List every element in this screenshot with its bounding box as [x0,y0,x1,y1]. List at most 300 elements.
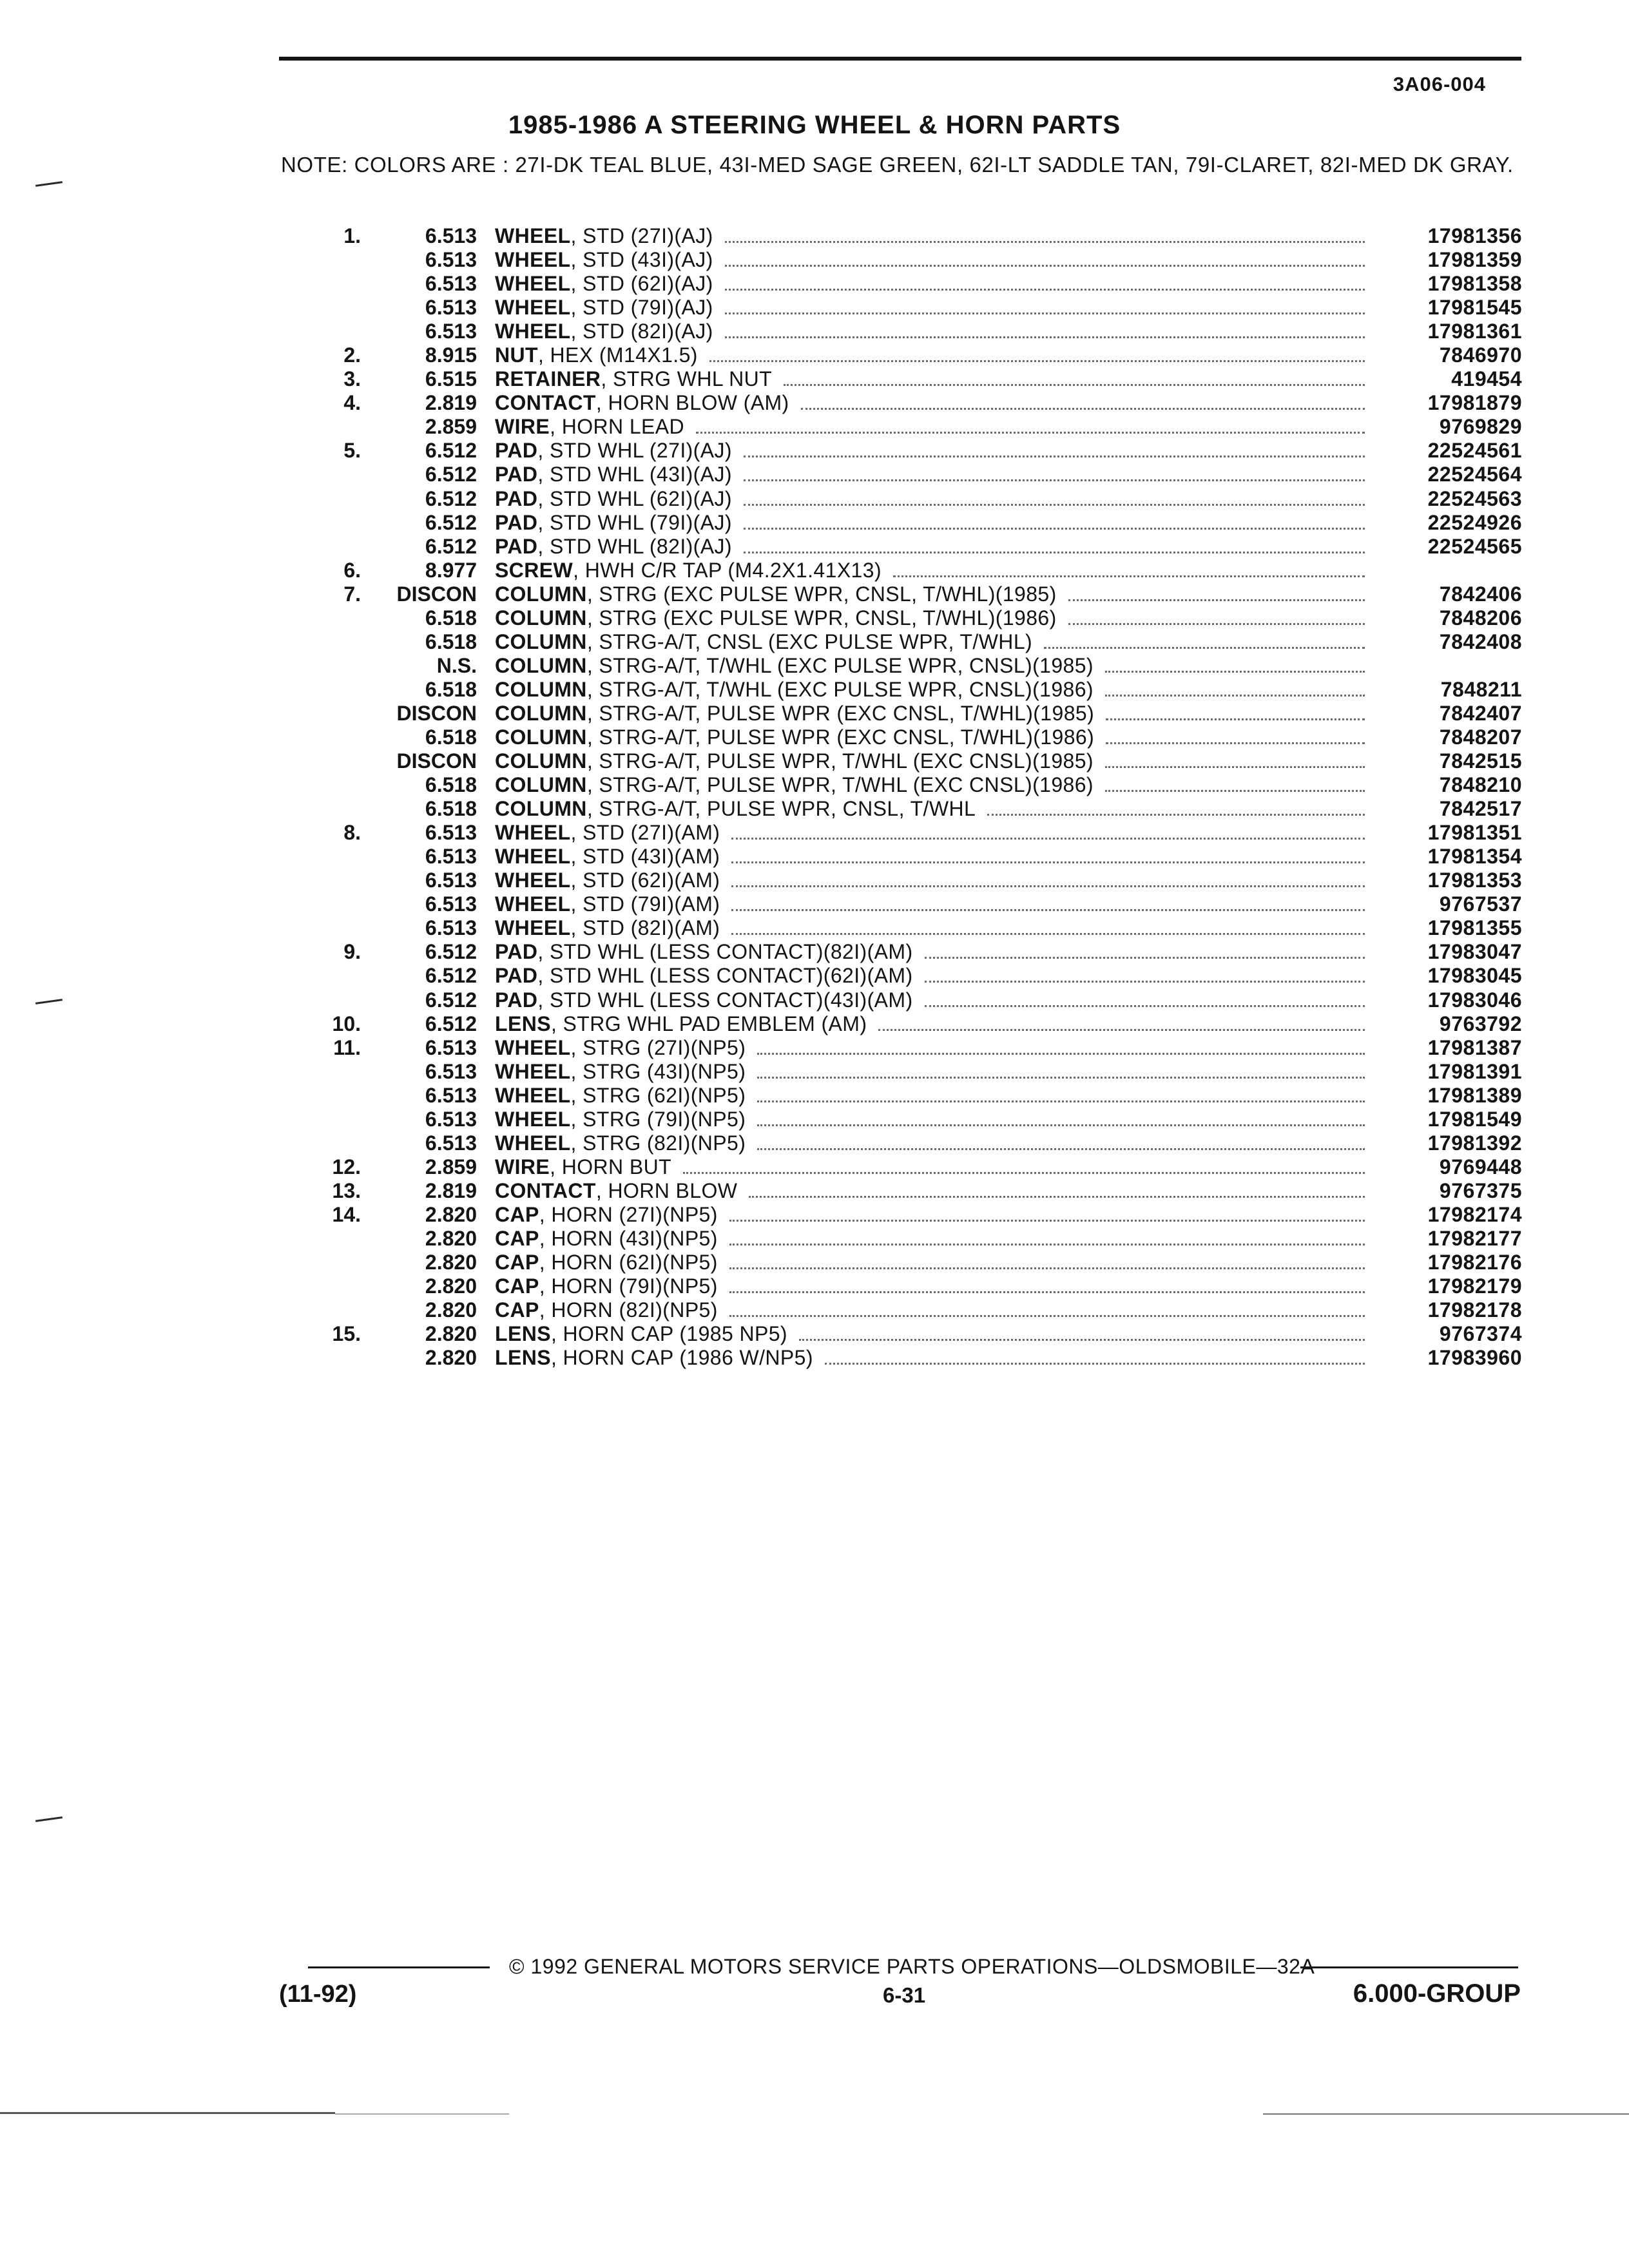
table-row [284,1155,1522,1179]
group-number: 2.820 [425,1226,477,1250]
group-number: 6.512 [425,486,477,510]
part-number: 17983960 [1427,1346,1522,1370]
part-detail: , STD WHL (62I)(AJ) [537,486,732,510]
part-detail: , STRG (43I)(NP5) [570,1059,746,1083]
part-description [495,678,1374,702]
part-number: 9769829 [1439,415,1522,439]
group-number: 2.859 [425,415,477,439]
part-detail: , STD (79I)(AJ) [570,296,713,320]
color-note: NOTE: COLORS ARE : 27I-DK TEAL BLUE, 43I-MED SAGE GREEN, 62I-LT SADDLE TAN, 79I-CLARET, 82I-MED DK GRAY. [281,153,1514,177]
part-description [495,582,1374,607]
illustration-number: 3. [343,367,361,391]
part-description [495,1322,1374,1347]
part-name: PAD [495,510,538,534]
part-detail: , STD (62I)(AM) [570,869,720,892]
group-number: 6.518 [425,677,477,701]
part-name: CONTACT [495,391,596,415]
part-number: 17981387 [1427,1035,1522,1059]
dot-leader [1044,647,1365,649]
part-name: WIRE [495,1155,550,1178]
group-number: 6.512 [425,510,477,534]
dot-leader [825,1363,1365,1365]
part-description [495,654,1374,678]
part-description [495,606,1374,631]
group-number: 2.820 [425,1298,477,1322]
part-name: CAP [495,1202,539,1226]
table-row [284,678,1522,702]
group-number: 6.512 [425,439,477,463]
part-number: 7842408 [1439,629,1522,653]
group-number: 6.513 [425,821,477,845]
group-number: 2.820 [425,1274,477,1298]
dot-leader [893,575,1365,577]
part-description [495,248,1374,273]
part-name: CONTACT [495,1178,596,1202]
part-number: 9767374 [1439,1322,1522,1346]
part-detail: , HORN CAP (1985 NP5) [550,1322,787,1346]
dot-leader [725,289,1365,291]
table-row [284,343,1522,367]
illustration-number: 13. [332,1178,361,1202]
group-number: 6.518 [425,629,477,653]
part-detail: , HORN (27I)(NP5) [539,1202,718,1226]
part-number: 17981392 [1427,1131,1522,1155]
part-description [495,1203,1374,1227]
part-description [495,1108,1374,1132]
part-detail: , STD (62I)(AJ) [570,272,713,296]
dot-leader [729,1267,1365,1269]
part-name: COLUMN [495,773,587,797]
dot-leader [799,1339,1365,1341]
part-detail: , STRG-A/T, T/WHL (EXC PULSE WPR, CNSL)(1985) [586,653,1094,677]
dot-leader [729,1291,1365,1293]
part-number: 419454 [1451,367,1522,391]
part-number: 7842407 [1439,701,1522,725]
part-description [495,821,1374,845]
part-number: 17981389 [1427,1083,1522,1107]
part-number: 17981354 [1427,845,1522,869]
illustration-number: 11. [333,1035,361,1059]
part-detail: , STD (82I)(AM) [570,916,720,940]
part-detail: , STD WHL (LESS CONTACT)(82I)(AM) [537,940,913,964]
group-number: 6.513 [425,296,477,320]
part-description [495,869,1374,893]
dot-leader [731,861,1365,863]
part-description [495,559,1374,583]
part-detail: , STRG WHL NUT [601,367,773,391]
dot-leader [731,838,1365,840]
part-number: 7848210 [1439,773,1522,797]
part-description [495,272,1374,296]
part-name: WHEEL [495,1059,571,1083]
group-number: 6.513 [425,272,477,296]
illustration-number: 5. [343,439,361,463]
table-row [284,391,1522,415]
part-description [495,773,1374,798]
part-name: WHEEL [495,320,571,343]
part-name: COLUMN [495,797,587,821]
group-number: DISCON [396,701,477,725]
part-detail: , STRG (EXC PULSE WPR, CNSL, T/WHL)(1986) [586,606,1057,629]
group-number: 6.518 [425,773,477,797]
table-row [284,749,1522,773]
table-row [284,1346,1522,1370]
part-number: 17982178 [1427,1298,1522,1322]
footer-page-number: 6-31 [883,1983,926,2007]
part-description [495,1060,1374,1084]
part-name: PAD [495,964,538,988]
part-description [495,1012,1374,1037]
illustration-number: 1. [343,224,361,247]
part-name: COLUMN [495,606,587,629]
table-row [284,535,1522,559]
part-detail: , HORN CAP (1986 W/NP5) [550,1346,813,1370]
part-description [495,916,1374,941]
part-name: COLUMN [495,653,587,677]
dot-leader [1105,766,1365,768]
group-number: 6.518 [425,725,477,749]
part-name: WHEEL [495,821,571,845]
part-description [495,940,1374,965]
part-detail: , STRG-A/T, PULSE WPR, CNSL, T/WHL [586,797,976,821]
part-detail: , HORN BLOW (AM) [595,391,789,415]
dot-leader [1105,671,1365,673]
part-name: WHEEL [495,1107,571,1131]
part-detail: , STRG-A/T, CNSL (EXC PULSE WPR, T/WHL) [586,629,1033,653]
group-number: 6.513 [425,224,477,247]
table-row [284,630,1522,654]
table-row [284,1084,1522,1108]
part-description [495,224,1374,249]
part-number: 17981351 [1427,821,1522,845]
group-number: 6.518 [425,797,477,821]
dot-leader [1105,695,1365,697]
part-number: 17982174 [1427,1202,1522,1226]
dot-leader [725,336,1365,338]
group-number: 6.512 [425,988,477,1012]
part-description [495,343,1374,368]
binder-mark [35,181,63,187]
part-name: COLUMN [495,749,587,773]
part-description [495,1084,1374,1108]
dot-leader [878,1029,1365,1031]
group-number: 6.513 [425,869,477,892]
part-name: COLUMN [495,725,587,749]
dot-leader [1106,718,1365,720]
group-number: 8.915 [425,343,477,367]
dot-leader [925,957,1365,959]
part-number: 7848206 [1439,606,1522,629]
table-row [284,916,1522,940]
part-description [495,535,1374,559]
table-row [284,582,1522,606]
part-name: PAD [495,940,538,964]
part-name: WHEEL [495,869,571,892]
part-name: WHEEL [495,916,571,940]
dot-leader [987,814,1365,816]
part-name: PAD [495,988,538,1012]
group-number: 2.859 [425,1155,477,1178]
part-description [495,892,1374,917]
dot-leader [725,241,1365,243]
part-detail: , HORN LEAD [550,415,685,439]
part-number: 17983047 [1427,940,1522,964]
dot-leader [725,265,1365,267]
group-number: 8.977 [425,558,477,582]
group-number: 2.819 [425,1178,477,1202]
part-detail: , STD WHL (27I)(AJ) [537,439,732,463]
group-number: 6.513 [425,916,477,940]
group-number: 6.512 [425,940,477,964]
part-number: 17981391 [1427,1059,1522,1083]
part-name: LENS [495,1012,551,1035]
part-name: LENS [495,1322,551,1346]
part-number: 17981359 [1427,248,1522,272]
table-row [284,1322,1522,1346]
part-number: 17983046 [1427,988,1522,1012]
dot-leader [725,312,1365,314]
part-description [495,320,1374,344]
table-row [284,296,1522,320]
group-number: 6.512 [425,964,477,988]
dot-leader [731,933,1365,935]
table-row [284,1108,1522,1131]
table-row [284,1012,1522,1036]
part-description [495,1298,1374,1323]
dot-leader [801,408,1365,410]
part-number: 22524565 [1427,534,1522,558]
part-name: COLUMN [495,629,587,653]
part-number: 17982179 [1427,1274,1522,1298]
illustration-number: 12. [332,1155,361,1178]
part-detail: , HORN BUT [550,1155,672,1178]
part-detail: , HWH C/R TAP (M4.2X1.41X13) [573,558,882,582]
part-description [495,463,1374,487]
group-number: 6.512 [425,463,477,486]
part-name: SCREW [495,558,574,582]
part-detail: , STRG-A/T, PULSE WPR (EXC CNSL, T/WHL)(1985) [586,701,1095,725]
part-detail: , STRG (27I)(NP5) [570,1035,746,1059]
part-name: CAP [495,1251,539,1274]
part-number: 9763792 [1439,1012,1522,1035]
part-name: WHEEL [495,296,571,320]
part-detail: , STD (27I)(AJ) [570,224,713,247]
table-row [284,1036,1522,1060]
dot-leader [1106,742,1365,744]
part-description [495,630,1374,655]
part-detail: , STRG (82I)(NP5) [570,1131,746,1155]
part-number: 17981353 [1427,869,1522,892]
part-detail: , HEX (M14X1.5) [537,343,698,367]
dot-leader [744,504,1365,506]
part-name: PAD [495,439,538,463]
table-row [284,224,1522,248]
dot-leader [757,1053,1365,1055]
part-name: WHEEL [495,272,571,296]
group-number: 6.515 [425,367,477,391]
dot-leader [757,1148,1365,1150]
illustration-number: 9. [343,940,361,964]
group-number: 6.513 [425,1035,477,1059]
group-number: 6.513 [425,248,477,272]
group-number: 2.819 [425,391,477,415]
table-row [284,964,1522,988]
part-name: WHEEL [495,224,571,247]
binder-mark [35,999,63,1004]
group-number: 2.820 [425,1202,477,1226]
part-name: PAD [495,463,538,486]
table-row [284,821,1522,845]
dot-leader [757,1124,1365,1126]
part-number: 17981879 [1427,391,1522,415]
group-number: 6.513 [425,1131,477,1155]
dot-leader [757,1100,1365,1102]
part-description [495,749,1374,774]
part-name: WHEEL [495,1083,571,1107]
part-name: CAP [495,1226,539,1250]
illustration-number: 7. [343,582,361,606]
part-description [495,439,1374,463]
part-description [495,415,1374,439]
part-number: 17982176 [1427,1251,1522,1274]
page-code: 3A06-004 [1393,73,1486,95]
part-name: NUT [495,343,538,367]
part-description [495,702,1374,726]
table-row [284,606,1522,630]
dot-leader [729,1220,1365,1222]
table-row [284,845,1522,869]
table-row [284,439,1522,463]
part-detail: , STRG-A/T, T/WHL (EXC PULSE WPR, CNSL)(1986) [586,677,1094,701]
binder-mark [35,1816,63,1822]
part-name: WHEEL [495,1131,571,1155]
illustration-number: 2. [343,343,361,367]
part-number: 17981549 [1427,1107,1522,1131]
dot-leader [757,1077,1365,1079]
part-name: WIRE [495,415,550,439]
part-detail: , STRG-A/T, PULSE WPR, T/WHL (EXC CNSL)(1985) [586,749,1094,773]
dot-leader [744,479,1365,481]
part-detail: , STD WHL (82I)(AJ) [537,534,732,558]
group-number: N.S. [436,653,477,677]
part-detail: , STRG-A/T, PULSE WPR, T/WHL (EXC CNSL)(1986) [586,773,1094,797]
table-row [284,726,1522,749]
part-description [495,296,1374,320]
part-description [495,964,1374,988]
dot-leader [683,1172,1365,1174]
table-row [284,367,1522,391]
part-description [495,1227,1374,1251]
part-detail: , STD WHL (79I)(AJ) [537,510,732,534]
part-description [495,1131,1374,1156]
part-number: 7846970 [1439,343,1522,367]
part-number: 9767537 [1439,892,1522,916]
table-row [284,1227,1522,1251]
table-row [284,940,1522,964]
dot-leader [731,909,1365,911]
part-number: 17981356 [1427,224,1522,247]
page-title: 1985-1986 A STEERING WHEEL & HORN PARTS [508,111,1121,139]
part-number: 7842517 [1439,797,1522,821]
part-description [495,487,1374,512]
part-detail: , STRG WHL PAD EMBLEM (AM) [550,1012,867,1035]
table-row [284,797,1522,821]
table-row [284,1179,1522,1203]
part-description [495,726,1374,750]
table-row [284,320,1522,343]
part-description [495,1251,1374,1275]
part-description [495,1346,1374,1370]
part-detail: , HORN (82I)(NP5) [539,1298,718,1322]
part-detail: , STD (82I)(AJ) [570,320,713,343]
footer-group: 6.000-GROUP [1353,1979,1521,2008]
dot-leader [744,456,1365,457]
group-number: DISCON [396,582,477,606]
part-detail: , STD WHL (43I)(AJ) [537,463,732,486]
illustration-number: 14. [332,1202,361,1226]
part-description [495,845,1374,869]
illustration-number: 8. [343,821,361,845]
dot-leader [925,1005,1365,1007]
part-number: 22524926 [1427,510,1522,534]
dot-leader [729,1244,1365,1245]
part-name: CAP [495,1298,539,1322]
part-detail: , STD (27I)(AM) [570,821,720,845]
group-number: 6.513 [425,320,477,343]
part-number: 9769448 [1439,1155,1522,1178]
footer-date-code: (11-92) [279,1981,357,2008]
scan-edge-line [1263,2113,1629,2115]
part-number: 22524563 [1427,486,1522,510]
part-name: WHEEL [495,892,571,916]
part-description [495,511,1374,535]
group-number: 2.820 [425,1251,477,1274]
part-number: 7848211 [1440,677,1522,701]
group-number: 6.513 [425,1059,477,1083]
part-detail: , HORN (79I)(NP5) [539,1274,718,1298]
part-detail: , STD WHL (LESS CONTACT)(43I)(AM) [537,988,913,1012]
part-detail: , STD (79I)(AM) [570,892,720,916]
table-row [284,1251,1522,1274]
group-number: 6.513 [425,845,477,869]
part-description [495,797,1374,822]
part-name: COLUMN [495,677,587,701]
table-row [284,1060,1522,1084]
dot-leader [749,1196,1365,1198]
part-description [495,1179,1374,1204]
dot-leader [731,885,1365,887]
part-number: 7842515 [1439,749,1522,773]
part-name: COLUMN [495,582,587,606]
part-detail: , HORN (43I)(NP5) [539,1226,718,1250]
part-number: 7842406 [1439,582,1522,606]
footer-rule-left [308,1966,490,1968]
part-name: LENS [495,1346,551,1370]
part-description [495,1036,1374,1061]
scan-edge-line [335,2113,509,2115]
part-detail: , HORN (62I)(NP5) [539,1251,718,1274]
part-detail: , STD (43I)(AJ) [570,248,713,272]
illustration-number: 4. [343,391,361,415]
dot-leader [729,1315,1365,1317]
part-description [495,391,1374,416]
group-number: 6.512 [425,1012,477,1035]
part-name: PAD [495,534,538,558]
dot-leader [744,552,1365,553]
table-row [284,248,1522,272]
group-number: 2.820 [425,1346,477,1370]
table-row [284,892,1522,916]
